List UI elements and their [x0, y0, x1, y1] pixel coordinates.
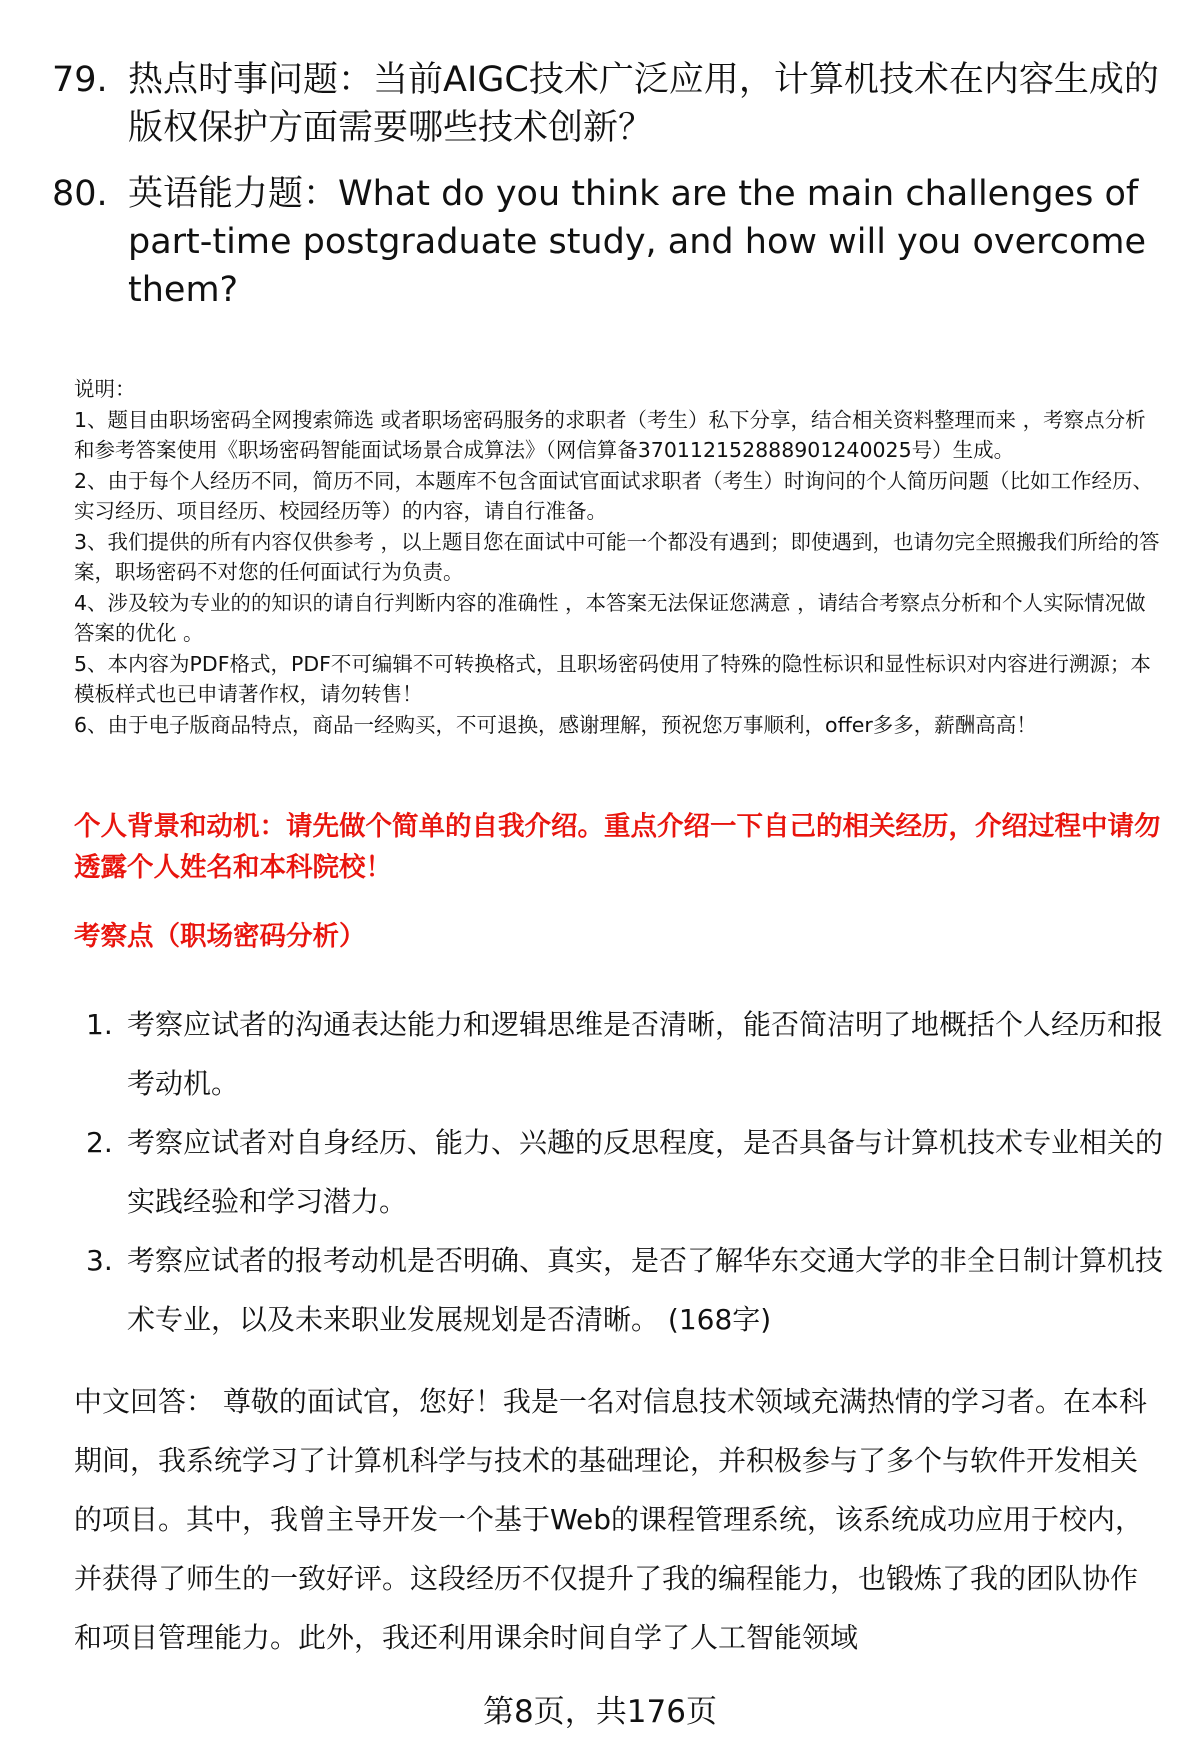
list-item-text: 考察应试者的沟通表达能力和逻辑思维是否清晰，能否简洁明了地概括个人经历和报考动机。: [127, 1008, 1164, 1100]
list-item: [86, 1231, 1166, 1349]
section-question: 个人背景和动机：请先做个简单的自我介绍。重点介绍一下自己的相关经历，介绍过程中请勿透露个人姓名和本科院校！: [74, 811, 1161, 883]
question-number: 79.: [52, 60, 108, 100]
question-80: [52, 170, 1162, 314]
note-item: 4、涉及较为专业的的知识的请自行判断内容的准确性 ，本答案无法保证您满意 ，请结合考察点分析和个人实际情况做答案的优化 。: [74, 590, 1146, 645]
note-item: 1、题目由职场密码全网搜索筛选 或者职场密码服务的求职者（考生）私下分享，结合相关资料整理而来 ，考察点分析和参考答案使用《职场密码智能面试场景合成算法》（网信算备370112152888901240025号）生成。: [74, 407, 1146, 462]
note-item: 6、由于电子版商品特点，商品一经购买，不可退换，感谢理解，预祝您万事顺利，offer多多，薪酬高高！: [74, 712, 1037, 737]
list-item-number: 1.: [86, 1008, 113, 1041]
page-number: 第8页，共176页: [483, 1694, 717, 1730]
list-item: [86, 1113, 1166, 1231]
note-item: 5、本内容为PDF格式，PDF不可编辑不可转换格式，且职场密码使用了特殊的隐性标识和显性标识对内容进行溯源；本模板样式也已申请著作权，请勿转售！: [74, 651, 1151, 706]
notes-title: 说明：: [74, 377, 136, 401]
note-item: 3、我们提供的所有内容仅供参考 ，以上题目您在面试中可能一个都没有遇到；即使遇到，也请勿完全照搬我们所给的答案，职场密码不对您的任何面试行为负责。: [74, 529, 1160, 584]
list-item-text: 考察应试者的报考动机是否明确、真实，是否了解华东交通大学的非全日制计算机技术专业，以及未来职业发展规划是否清晰。 (168字): [127, 1244, 1164, 1336]
exam-points-heading: 考察点（职场密码分析）: [74, 921, 366, 952]
question-text: 热点时事问题：当前AIGC技术广泛应用，计算机技术在内容生成的版权保护方面需要哪些技术创新？: [128, 60, 1159, 148]
list-item: [86, 995, 1166, 1113]
note-item: 2、由于每个人经历不同，简历不同，本题库不包含面试官面试求职者（考生）时询问的个人简历问题（比如工作经历、实习经历、项目经历、校园经历等）的内容，请自行准备。: [74, 468, 1154, 523]
question-79: [52, 56, 1162, 152]
list-item-number: 3.: [86, 1244, 113, 1277]
list-item-number: 2.: [86, 1126, 113, 1159]
answer-paragraph: 中文回答： 尊敬的面试官，您好！我是一名对信息技术领域充满热情的学习者。在本科期间，我系统学习了计算机科学与技术的基础理论，并积极参与了多个与软件开发相关的项目。其中，我曾主导开发一个基于Web的课程管理系统，该系统成功应用于校内，并获得了师生的一致好评。这段经历不仅提升了我的编程能力，也锻炼了我的团队协作和项目管理能力。此外，我还利用课余时间自学了人工智能领域: [74, 1385, 1147, 1654]
question-number: 80.: [52, 174, 108, 214]
notes-section: [74, 374, 1164, 740]
question-text: 英语能力题：What do you think are the main challenges of part-time postgraduate study, and how will you overcome them?: [128, 174, 1147, 310]
exam-points-list: [86, 995, 1166, 1349]
list-item-text: 考察应试者对自身经历、能力、兴趣的反思程度，是否具备与计算机技术专业相关的实践经验和学习潜力。: [127, 1126, 1164, 1218]
